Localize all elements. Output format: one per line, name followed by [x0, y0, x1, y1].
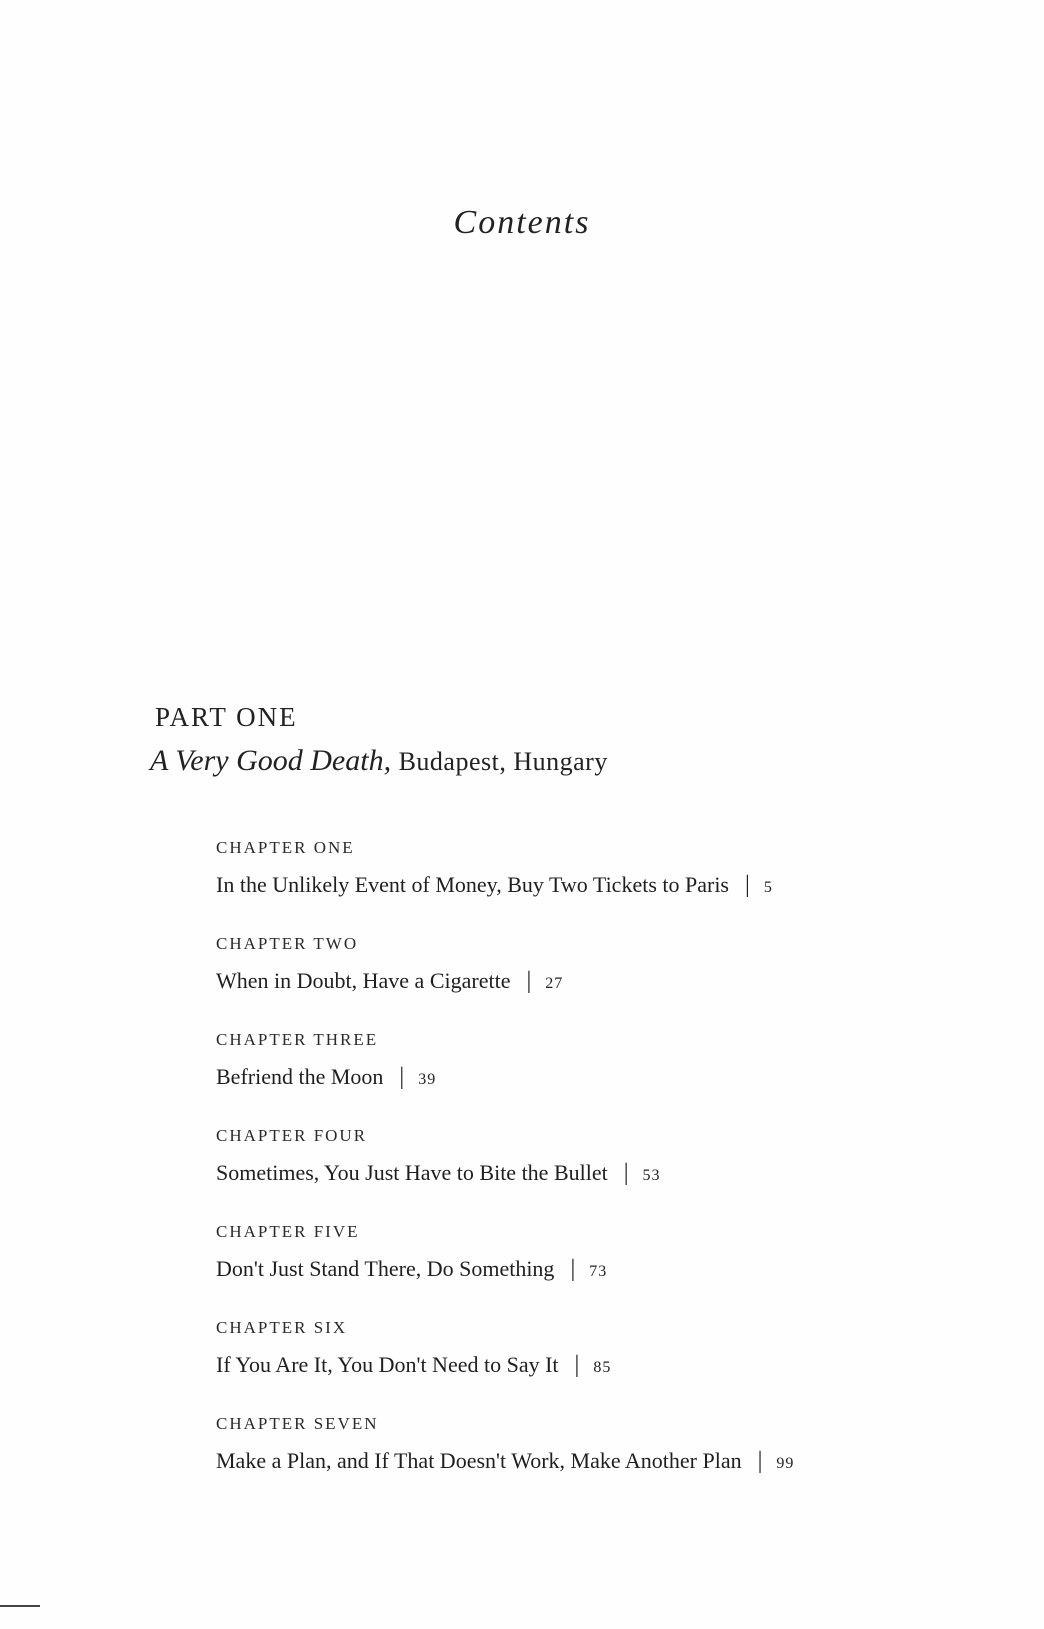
chapter-title: In the Unlikely Event of Money, Buy Two Tickets to Paris [216, 872, 729, 897]
chapter-page-number: 85 [593, 1359, 612, 1376]
chapter-label: CHAPTER THREE [216, 1030, 379, 1049]
separator-bar: | [570, 1256, 576, 1282]
chapter-line [216, 1064, 916, 1093]
chapter-title: Sometimes, You Just Have to Bite the Bullet [216, 1160, 608, 1185]
page-title: Contents [453, 204, 591, 241]
chapter-entry-1[interactable] [216, 838, 916, 934]
chapter-title: Befriend the Moon [216, 1064, 384, 1089]
part-subtitle-place: Budapest, Hungary [398, 747, 608, 776]
chapter-label: CHAPTER TWO [216, 934, 359, 953]
chapter-title: Don't Just Stand There, Do Something [216, 1256, 555, 1281]
chapter-entry-7[interactable] [216, 1414, 916, 1510]
chapter-line [216, 1448, 916, 1477]
chapter-list [216, 838, 916, 1510]
separator-bar: | [399, 1064, 405, 1090]
chapter-entry-5[interactable] [216, 1222, 916, 1318]
separator-bar: | [526, 968, 532, 994]
chapter-line [216, 968, 916, 997]
chapter-line [216, 872, 916, 901]
chapter-page-number: 27 [545, 975, 564, 992]
separator-bar: | [574, 1352, 580, 1378]
chapter-label: CHAPTER FOUR [216, 1126, 368, 1145]
chapter-entry-2[interactable] [216, 934, 916, 1030]
chapter-line [216, 1160, 916, 1189]
chapter-label: CHAPTER SEVEN [216, 1414, 379, 1433]
chapter-page-number: 53 [642, 1167, 661, 1184]
chapter-page-number: 39 [418, 1071, 437, 1088]
chapter-label: CHAPTER FIVE [216, 1222, 360, 1241]
chapter-line [216, 1352, 916, 1381]
chapter-page-number: 5 [763, 879, 773, 896]
part-subtitle [150, 744, 608, 778]
chapter-entry-6[interactable] [216, 1318, 916, 1414]
chapter-title: When in Doubt, Have a Cigarette [216, 968, 511, 993]
part-heading: PART ONE [155, 702, 298, 732]
chapter-label: CHAPTER SIX [216, 1318, 348, 1337]
page-edge-mark [0, 1605, 40, 1607]
chapter-page-number: 73 [589, 1263, 608, 1280]
separator-bar: | [757, 1448, 763, 1474]
chapter-entry-4[interactable] [216, 1126, 916, 1222]
chapter-entry-3[interactable] [216, 1030, 916, 1126]
chapter-page-number: 99 [776, 1455, 795, 1472]
part-subtitle-title: A Very Good Death, [150, 744, 392, 777]
chapter-title: If You Are It, You Don't Need to Say It [216, 1352, 559, 1377]
separator-bar: | [745, 872, 750, 898]
chapter-line [216, 1256, 916, 1285]
separator-bar: | [623, 1160, 629, 1186]
chapter-label: CHAPTER ONE [216, 838, 355, 857]
chapter-title: Make a Plan, and If That Doesn't Work, Make Another Plan [216, 1448, 742, 1473]
